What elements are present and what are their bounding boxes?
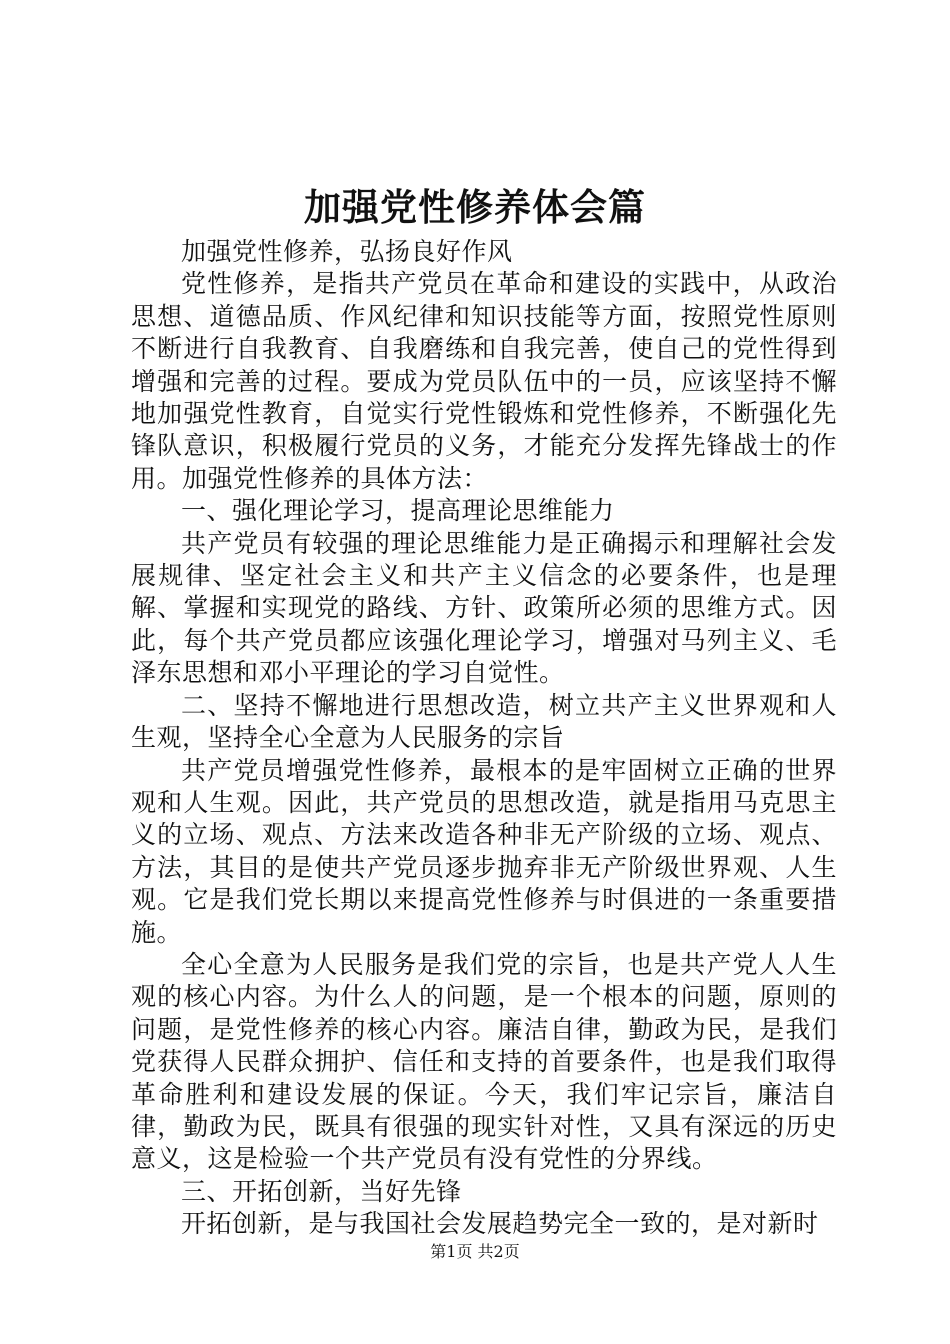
- page-number-footer: 第1页 共2页: [430, 1242, 520, 1261]
- subtitle-paragraph: 加强党性修养，弘扬良好作风: [181, 237, 513, 266]
- section-heading: 三、开拓创新，当好先锋: [181, 1176, 462, 1206]
- document-title: 加强党性修养体会篇: [304, 185, 646, 229]
- body-paragraph: 党性修养，是指共产党员在革命和建设的实践中，从政治思想、道德品质、作风纪律和知识技能等方面，按照党性原则不断进行自我教育、自我磨练和自我完善，使自己的党性得到增强和完善的过程。要成为党员队伍中的一员，应该坚持不懈地加强党性教育，自觉实行党性锻炼和党性修养，不断强化先锋队意识，积极履行党员的义务，才能充分发挥先锋战士的作用。加强党性修养的具体方法：: [131, 269, 837, 493]
- body-paragraph: 共产党员有较强的理论思维能力是正确揭示和理解社会发展规律、坚定社会主义和共产主义信念的必要条件，也是理解、掌握和实现党的路线、方针、政策所必须的思维方式。因此，每个共产党员都应该强化理论学习，增强对马列主义、毛泽东思想和邓小平理论的学习自觉性。: [131, 528, 837, 688]
- body-paragraph: 开拓创新，是与我国社会发展趋势完全一致的，是对新时: [181, 1209, 819, 1239]
- section-heading: 一、强化理论学习，提高理论思维能力: [181, 496, 615, 526]
- document-body: [131, 236, 837, 1241]
- body-paragraph: 共产党员增强党性修养，最根本的是牢固树立正确的世界观和人生观。因此，共产党员的思想改造，就是指用马克思主义的立场、观点、方法来改造各种非无产阶级的立场、观点、方法，其目的是使共产党员逐步抛弃非无产阶级世界观、人生观。它是我们党长期以来提高党性修养与时俱进的一条重要措施。: [131, 755, 837, 947]
- body-paragraph: 全心全意为人民服务是我们党的宗旨，也是共产党人人生观的核心内容。为什么人的问题，是一个根本的问题，原则的问题，是党性修养的核心内容。廉洁自律，勤政为民，是我们党获得人民群众拥护、信任和支持的首要条件，也是我们取得革命胜利和建设发展的保证。今天，我们牢记宗旨，廉洁自律，勤政为民，既具有很强的现实针对性，又具有深远的历史意义，这是检验一个共产党员有没有党性的分界线。: [131, 949, 837, 1174]
- section-heading: 二、坚持不懈地进行思想改造，树立共产主义世界观和人生观，坚持全心全意为人民服务的宗旨: [131, 690, 837, 753]
